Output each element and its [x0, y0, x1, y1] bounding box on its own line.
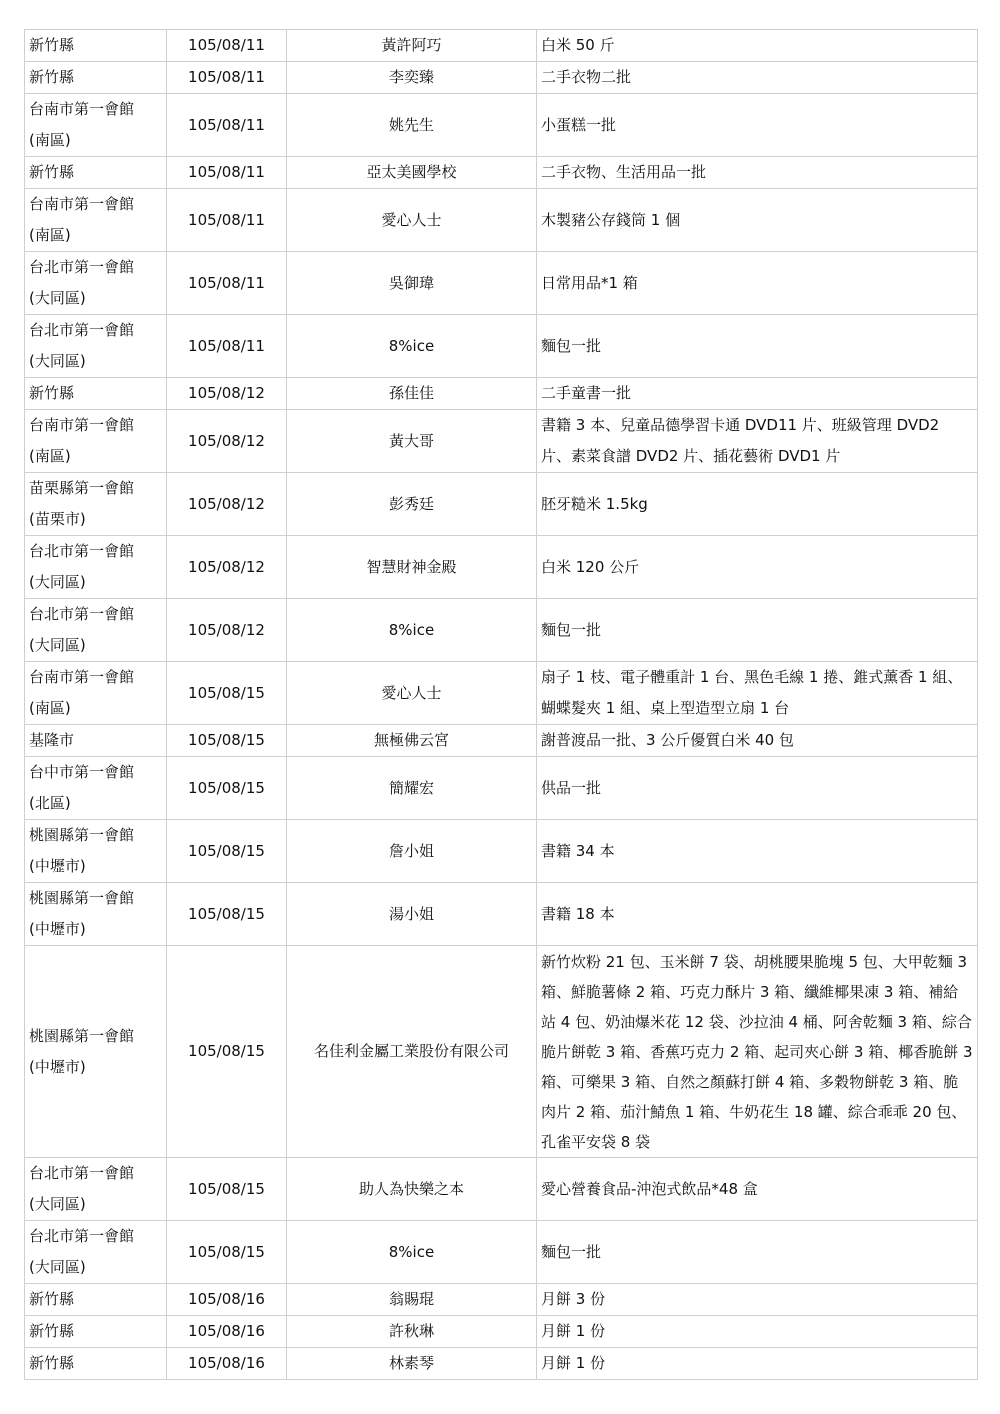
items-cell: 供品一批 [537, 757, 978, 820]
donor-cell: 黃大哥 [287, 410, 537, 473]
table-row [25, 820, 978, 883]
location-cell: 台南市第一會館 (南區) [25, 94, 167, 157]
location-cell: 桃園縣第一會館 (中壢市) [25, 946, 167, 1158]
donor-cell: 詹小姐 [287, 820, 537, 883]
location-cell: 新竹縣 [25, 62, 167, 94]
location-cell: 台中市第一會館 (北區) [25, 757, 167, 820]
donor-cell: 姚先生 [287, 94, 537, 157]
date-cell: 105/08/12 [167, 378, 287, 410]
location-cell: 桃園縣第一會館 (中壢市) [25, 883, 167, 946]
items-cell: 月餅 3 份 [537, 1284, 978, 1316]
donor-cell: 簡耀宏 [287, 757, 537, 820]
items-cell: 麵包一批 [537, 599, 978, 662]
items-cell: 書籍 34 本 [537, 820, 978, 883]
donor-cell: 智慧財神金殿 [287, 536, 537, 599]
table-row [25, 189, 978, 252]
location-cell: 新竹縣 [25, 378, 167, 410]
location-cell: 台北市第一會館 (大同區) [25, 1221, 167, 1284]
location-cell: 台北市第一會館 (大同區) [25, 536, 167, 599]
table-row [25, 883, 978, 946]
table-row [25, 473, 978, 536]
donor-cell: 8%ice [287, 315, 537, 378]
location-cell: 台南市第一會館 (南區) [25, 189, 167, 252]
table-row [25, 946, 978, 1158]
donor-cell: 8%ice [287, 1221, 537, 1284]
items-cell: 愛心營養食品-沖泡式飲品*48 盒 [537, 1158, 978, 1221]
donor-cell: 孫佳佳 [287, 378, 537, 410]
donor-cell: 林素琴 [287, 1348, 537, 1380]
date-cell: 105/08/15 [167, 757, 287, 820]
items-cell: 麵包一批 [537, 315, 978, 378]
date-cell: 105/08/15 [167, 1221, 287, 1284]
donor-cell: 吳御瑋 [287, 252, 537, 315]
date-cell: 105/08/12 [167, 536, 287, 599]
location-cell: 新竹縣 [25, 1348, 167, 1380]
location-cell: 苗栗縣第一會館 (苗栗市) [25, 473, 167, 536]
table-row [25, 757, 978, 820]
date-cell: 105/08/16 [167, 1348, 287, 1380]
location-cell: 台北市第一會館 (大同區) [25, 315, 167, 378]
items-cell: 日常用品*1 箱 [537, 252, 978, 315]
table-row [25, 662, 978, 725]
table-row [25, 599, 978, 662]
items-cell: 胚牙糙米 1.5kg [537, 473, 978, 536]
table-row [25, 252, 978, 315]
table-row [25, 30, 978, 62]
table-row [25, 157, 978, 189]
items-cell: 謝普渡品一批、3 公斤優質白米 40 包 [537, 725, 978, 757]
date-cell: 105/08/15 [167, 820, 287, 883]
date-cell: 105/08/12 [167, 473, 287, 536]
donation-table [24, 29, 978, 1380]
table-row [25, 1284, 978, 1316]
donor-cell: 亞太美國學校 [287, 157, 537, 189]
donor-cell: 無極佛云宮 [287, 725, 537, 757]
date-cell: 105/08/11 [167, 315, 287, 378]
table-row [25, 94, 978, 157]
donor-cell: 8%ice [287, 599, 537, 662]
table-row [25, 1158, 978, 1221]
items-cell: 扇子 1 枝、電子體重計 1 台、黑色毛線 1 捲、錐式薰香 1 組、蝴蝶髮夾 1 組、桌上型造型立扇 1 台 [537, 662, 978, 725]
table-row [25, 1348, 978, 1380]
date-cell: 105/08/15 [167, 725, 287, 757]
location-cell: 台北市第一會館 (大同區) [25, 1158, 167, 1221]
items-cell: 白米 120 公斤 [537, 536, 978, 599]
donor-cell: 彭秀廷 [287, 473, 537, 536]
location-cell: 新竹縣 [25, 1316, 167, 1348]
donor-cell: 翁賜琨 [287, 1284, 537, 1316]
date-cell: 105/08/15 [167, 1158, 287, 1221]
location-cell: 台北市第一會館 (大同區) [25, 599, 167, 662]
table-row [25, 378, 978, 410]
items-cell: 新竹炊粉 21 包、玉米餅 7 袋、胡桃腰果脆塊 5 包、大甲乾麵 3 箱、鮮脆薯條 2 箱、巧克力酥片 3 箱、纖維椰果凍 3 箱、補給站 4 包、奶油爆米花 12 袋、沙拉油 4 桶、阿舍乾麵 3 箱、綜合脆片餅乾 3 箱、香蕉巧克力 2 箱、起司夾心餅 3 箱、椰香脆餅 3 箱、可樂果 3 箱、自然之顏蘇打餅 4 箱、多穀物餅乾 3 箱、脆肉片 2 箱、茄汁鯖魚 1 箱、牛奶花生 18 罐、綜合乖乖 20 包、孔雀平安袋 8 袋 [537, 946, 978, 1158]
date-cell: 105/08/15 [167, 946, 287, 1158]
location-cell: 新竹縣 [25, 30, 167, 62]
donor-cell: 湯小姐 [287, 883, 537, 946]
location-cell: 台南市第一會館 (南區) [25, 410, 167, 473]
location-cell: 新竹縣 [25, 1284, 167, 1316]
donor-cell: 李奕臻 [287, 62, 537, 94]
items-cell: 書籍 3 本、兒童品德學習卡通 DVD11 片、班級管理 DVD2 片、素菜食譜 DVD2 片、插花藝術 DVD1 片 [537, 410, 978, 473]
items-cell: 二手衣物、生活用品一批 [537, 157, 978, 189]
date-cell: 105/08/15 [167, 883, 287, 946]
donor-cell: 黃許阿巧 [287, 30, 537, 62]
location-cell: 台北市第一會館 (大同區) [25, 252, 167, 315]
donor-cell: 助人為快樂之本 [287, 1158, 537, 1221]
donor-cell: 愛心人士 [287, 189, 537, 252]
donor-cell: 愛心人士 [287, 662, 537, 725]
date-cell: 105/08/12 [167, 410, 287, 473]
location-cell: 新竹縣 [25, 157, 167, 189]
date-cell: 105/08/11 [167, 157, 287, 189]
items-cell: 麵包一批 [537, 1221, 978, 1284]
date-cell: 105/08/11 [167, 189, 287, 252]
date-cell: 105/08/16 [167, 1316, 287, 1348]
location-cell: 台南市第一會館 (南區) [25, 662, 167, 725]
items-cell: 白米 50 斤 [537, 30, 978, 62]
date-cell: 105/08/15 [167, 662, 287, 725]
date-cell: 105/08/11 [167, 252, 287, 315]
table-row [25, 536, 978, 599]
table-row [25, 1316, 978, 1348]
location-cell: 桃園縣第一會館 (中壢市) [25, 820, 167, 883]
donor-cell: 許秋琳 [287, 1316, 537, 1348]
donation-table-body [25, 30, 978, 1380]
date-cell: 105/08/11 [167, 62, 287, 94]
items-cell: 書籍 18 本 [537, 883, 978, 946]
items-cell: 二手衣物二批 [537, 62, 978, 94]
table-row [25, 1221, 978, 1284]
table-row [25, 315, 978, 378]
table-row [25, 725, 978, 757]
items-cell: 木製豬公存錢筒 1 個 [537, 189, 978, 252]
location-cell: 基隆市 [25, 725, 167, 757]
donor-cell: 名佳利金屬工業股份有限公司 [287, 946, 537, 1158]
date-cell: 105/08/11 [167, 94, 287, 157]
items-cell: 月餅 1 份 [537, 1316, 978, 1348]
items-cell: 二手童書一批 [537, 378, 978, 410]
date-cell: 105/08/11 [167, 30, 287, 62]
table-row [25, 410, 978, 473]
items-cell: 月餅 1 份 [537, 1348, 978, 1380]
date-cell: 105/08/16 [167, 1284, 287, 1316]
date-cell: 105/08/12 [167, 599, 287, 662]
items-cell: 小蛋糕一批 [537, 94, 978, 157]
table-row [25, 62, 978, 94]
